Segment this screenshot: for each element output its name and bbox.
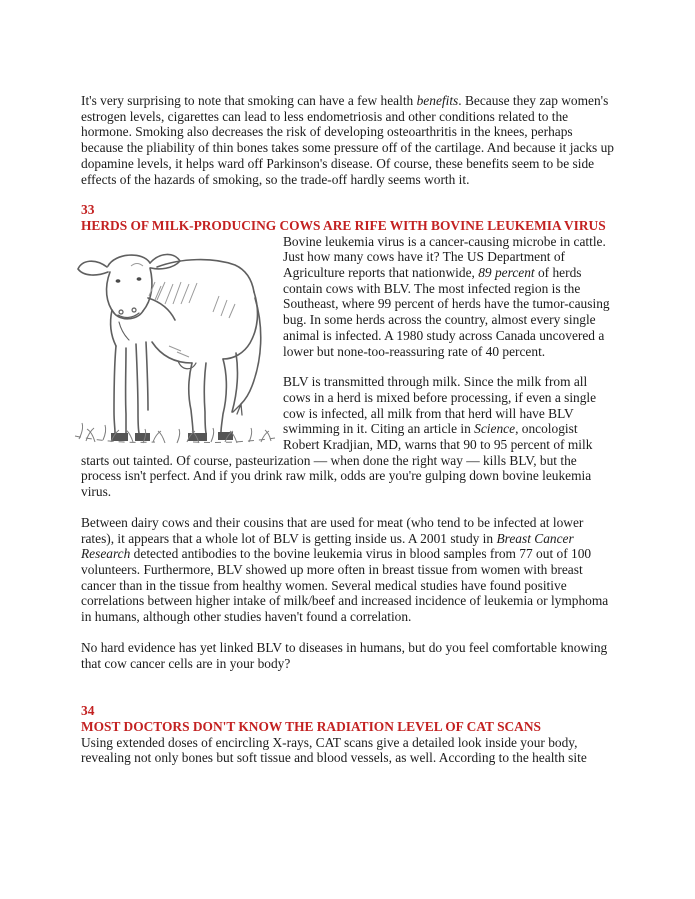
topic-33-section <box>81 202 614 686</box>
topic-34-section <box>81 703 614 766</box>
cow-line-drawing-svg <box>73 236 279 448</box>
blv-paragraph-milk-transmission: BLV is transmitted through milk. Since the milk from all cows in a herd is mixed before processing, if even a single cow is infected, all milk from that herd will have BLV swimming in it. Citing an article in Science, oncologist Robert Kradjian, MD, warns that 90 to 95 percent of milk starts out tainted. Of course, pasteurization — when done the right way — kills BLV, but the process isn't perfect. And if you drink raw milk, odds are you're gulping down bovine leukemia virus. <box>81 374 597 500</box>
topic-34-heading: MOST DOCTORS DON'T KNOW THE RADIATION LEVEL OF CAT SCANS <box>81 718 541 734</box>
topic-33-heading: HERDS OF MILK-PRODUCING COWS ARE RIFE WITH BOVINE LEUKEMIA VIRUS <box>81 217 606 233</box>
intro-paragraph: It's very surprising to note that smoking can have a few health benefits. Because they zap women's estrogen levels, cigarettes can lead to less endometriosis and other conditions related to the hormone. Smoking also decreases the risk of developing osteoarthritis in the knees, perhaps because the pliability of thin bones takes some pressure off of the cartilage. And because it jacks up dopamine levels, it helps ward off Parkinson's disease. Of course, these benefits seem to be side effects of the hazards of smoking, so the trade-off hardly seems worth it. <box>81 93 614 187</box>
cow-illustration <box>73 236 279 448</box>
topic-33-number: 33 <box>81 202 95 218</box>
blv-paragraph-human-studies: Between dairy cows and their cousins that are used for meat (who tend to be infected at lower rates), it appears that a whole lot of BLV is getting inside us. A 2001 study in Breast Cancer Research detected antibodies to the bovine leukemia virus in blood samples from 77 out of 100 volunteers. Furthermore, BLV showed up more often in breast tissue from women with breast cancer than in the tissue from healthy women. Several medical studies have found positive correlations between higher intake of milk/beef and increased incidence of leukemia or lymphoma in humans, although other studies haven't found a correlation. <box>81 514 609 625</box>
blv-paragraph-prevalence: Bovine leukemia virus is a cancer-causing microbe in cattle. Just how many cows have it? The US Department of Agriculture reports that nationwide, 89 percent of herds contain cows with BLV. The most infected region is the Southeast, where 99 percent of herds have the tumor-causing bug. In some herds across the country, almost every single animal is infected. A 1980 study across Canada uncovered a lower but none-too-reassuring rate of 40 percent. <box>283 233 610 359</box>
cat-scan-paragraph: Using extended doses of encircling X-rays, CAT scans give a detailed look inside your body, revealing not only bones but soft tissue and blood vessels, as well. According to the health site <box>81 734 587 766</box>
blv-paragraph-conclusion: No hard evidence has yet linked BLV to diseases in humans, but do you feel comfortable knowing that cow cancer cells are in your body? <box>81 639 608 671</box>
topic-34-number: 34 <box>81 703 95 719</box>
topic-33-body <box>81 234 614 687</box>
